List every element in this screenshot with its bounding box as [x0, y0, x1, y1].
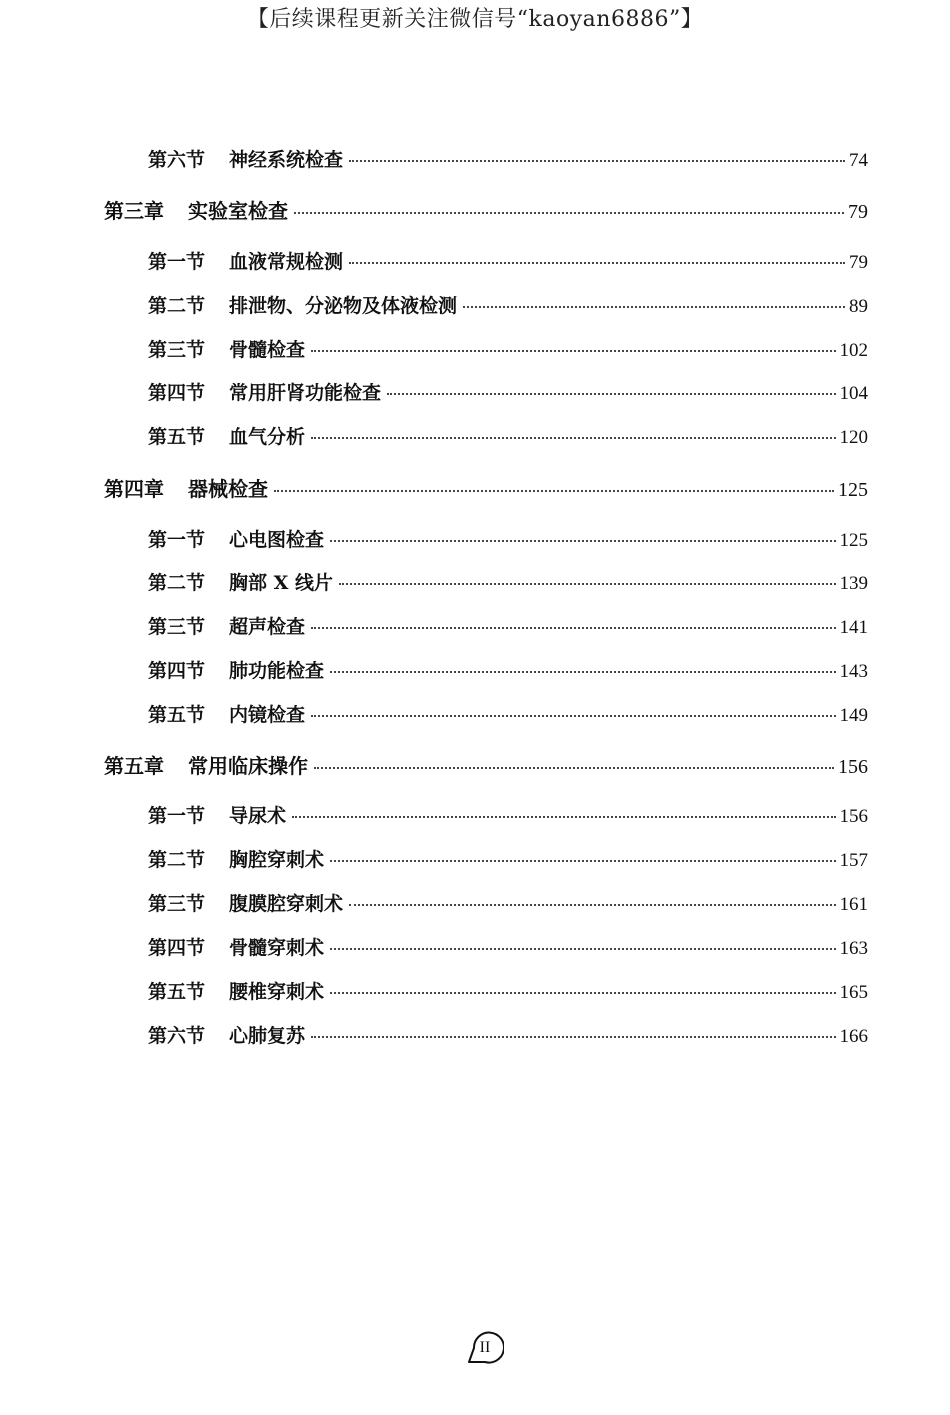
toc-section-number: 第四节 — [148, 660, 206, 682]
toc-section-title: 导尿术 — [229, 805, 287, 827]
toc-page-number: 143 — [839, 661, 868, 682]
toc-page-number: 157 — [839, 850, 868, 871]
toc-section-row[interactable] — [148, 845, 868, 872]
dot-leader — [292, 816, 835, 818]
dot-leader — [330, 540, 835, 542]
dot-leader — [311, 627, 835, 629]
dot-leader — [349, 904, 835, 906]
toc-section-number: 第一节 — [148, 529, 206, 551]
dot-leader — [311, 1036, 835, 1038]
toc-section-title: 排泄物、分泌物及体液检测 — [229, 295, 458, 317]
toc-section-title: 常用肝肾功能检查 — [229, 382, 382, 404]
toc-section-row[interactable] — [148, 568, 868, 595]
toc-section-number: 第五节 — [148, 426, 206, 448]
toc-section-title: 胸部 X 线片 — [229, 572, 333, 594]
toc-page-number: 104 — [839, 383, 868, 404]
toc-page-number: 165 — [839, 982, 868, 1003]
toc-page-number: 79 — [849, 252, 868, 273]
toc-page-number: 79 — [848, 201, 868, 223]
toc-section-row[interactable] — [148, 335, 868, 362]
toc-section-title: 超声检查 — [229, 616, 306, 638]
toc-section-row[interactable] — [148, 700, 868, 727]
toc-section-title: 腹膜腔穿刺术 — [229, 893, 344, 915]
toc-section-number: 第二节 — [148, 572, 206, 594]
toc-section-number: 第二节 — [148, 295, 206, 317]
toc-chapter-title: 实验室检查 — [188, 199, 288, 223]
toc-section-number: 第四节 — [148, 382, 206, 404]
dot-leader — [311, 437, 835, 439]
dot-leader — [463, 306, 845, 308]
page-marker-label: II — [479, 1339, 491, 1356]
toc-section-number: 第四节 — [148, 937, 206, 959]
header-note: 【后续课程更新关注微信号“kaoyan6886”】 — [246, 7, 704, 32]
toc-section-title: 腰椎穿刺术 — [229, 981, 325, 1003]
toc-chapter-row[interactable] — [104, 750, 868, 779]
dot-leader — [311, 350, 835, 352]
toc-page-number: 161 — [839, 894, 868, 915]
dot-leader — [330, 992, 835, 994]
toc-page-number: 156 — [838, 756, 868, 778]
dot-leader — [330, 860, 835, 862]
toc-section-number: 第三节 — [148, 893, 206, 915]
toc-section-number: 第六节 — [148, 1025, 206, 1047]
toc-section-row[interactable] — [148, 656, 868, 683]
toc-section-number: 第五节 — [148, 704, 206, 726]
toc-section-title: 骨髓穿刺术 — [229, 937, 325, 959]
toc-chapter-row[interactable] — [104, 195, 868, 224]
toc-section-number: 第一节 — [148, 805, 206, 827]
toc-section-number: 第三节 — [148, 616, 206, 638]
toc-chapter-number: 第四章 — [104, 477, 164, 501]
toc-section-row[interactable] — [148, 378, 868, 405]
toc-page-number: 125 — [838, 479, 868, 501]
toc-page-number: 89 — [849, 296, 868, 317]
toc-section-row[interactable] — [148, 525, 868, 552]
toc-section-row[interactable] — [148, 422, 868, 449]
dot-leader — [274, 490, 834, 492]
toc-section-title: 血气分析 — [229, 426, 306, 448]
toc-section-row[interactable] — [148, 145, 868, 172]
toc-section-title: 骨髓检查 — [229, 339, 306, 361]
dot-leader — [330, 671, 835, 673]
toc-section-row[interactable] — [148, 247, 868, 274]
dot-leader — [387, 393, 835, 395]
dot-leader — [294, 212, 844, 214]
toc-section-row[interactable] — [148, 977, 868, 1004]
dot-leader — [330, 948, 835, 950]
toc-page-number: 149 — [839, 705, 868, 726]
toc-chapter-number: 第三章 — [104, 199, 164, 223]
toc-page-number: 125 — [839, 530, 868, 551]
toc-page-number: 102 — [839, 340, 868, 361]
toc-section-number: 第二节 — [148, 849, 206, 871]
dot-leader — [339, 583, 836, 585]
toc-page-number: 156 — [839, 806, 868, 827]
toc-chapter-title: 常用临床操作 — [188, 754, 308, 778]
dot-leader — [314, 767, 834, 769]
toc-section-row[interactable] — [148, 889, 868, 916]
toc-section-title: 神经系统检查 — [229, 149, 344, 171]
toc-section-row[interactable] — [148, 291, 868, 318]
toc-page-number: 74 — [849, 150, 868, 171]
toc-section-number: 第六节 — [148, 149, 206, 171]
toc-section-number: 第三节 — [148, 339, 206, 361]
toc-section-title: 心肺复苏 — [229, 1025, 306, 1047]
toc-section-title: 心电图检查 — [229, 529, 325, 551]
toc-section-title: 内镜检查 — [229, 704, 306, 726]
toc-section-number: 第五节 — [148, 981, 206, 1003]
toc-chapter-number: 第五章 — [104, 754, 164, 778]
toc-section-number: 第一节 — [148, 251, 206, 273]
toc-section-row[interactable] — [148, 612, 868, 639]
toc-section-row[interactable] — [148, 1021, 868, 1048]
toc-chapter-title: 器械检查 — [188, 477, 268, 501]
dot-leader — [349, 262, 845, 264]
toc-page-number: 141 — [839, 617, 868, 638]
toc-chapter-row[interactable] — [104, 473, 868, 502]
toc-page-number: 120 — [839, 427, 868, 448]
page-number-marker — [466, 1331, 504, 1365]
toc-page-number: 139 — [839, 573, 868, 594]
toc-section-title: 胸腔穿刺术 — [229, 849, 325, 871]
toc-section-title: 肺功能检查 — [229, 660, 325, 682]
toc-page-number: 163 — [839, 938, 868, 959]
toc-section-row[interactable] — [148, 933, 868, 960]
toc-section-row[interactable] — [148, 801, 868, 828]
toc-page-number: 166 — [839, 1026, 868, 1047]
toc-section-title: 血液常规检测 — [229, 251, 344, 273]
dot-leader — [311, 715, 835, 717]
dot-leader — [349, 160, 845, 162]
